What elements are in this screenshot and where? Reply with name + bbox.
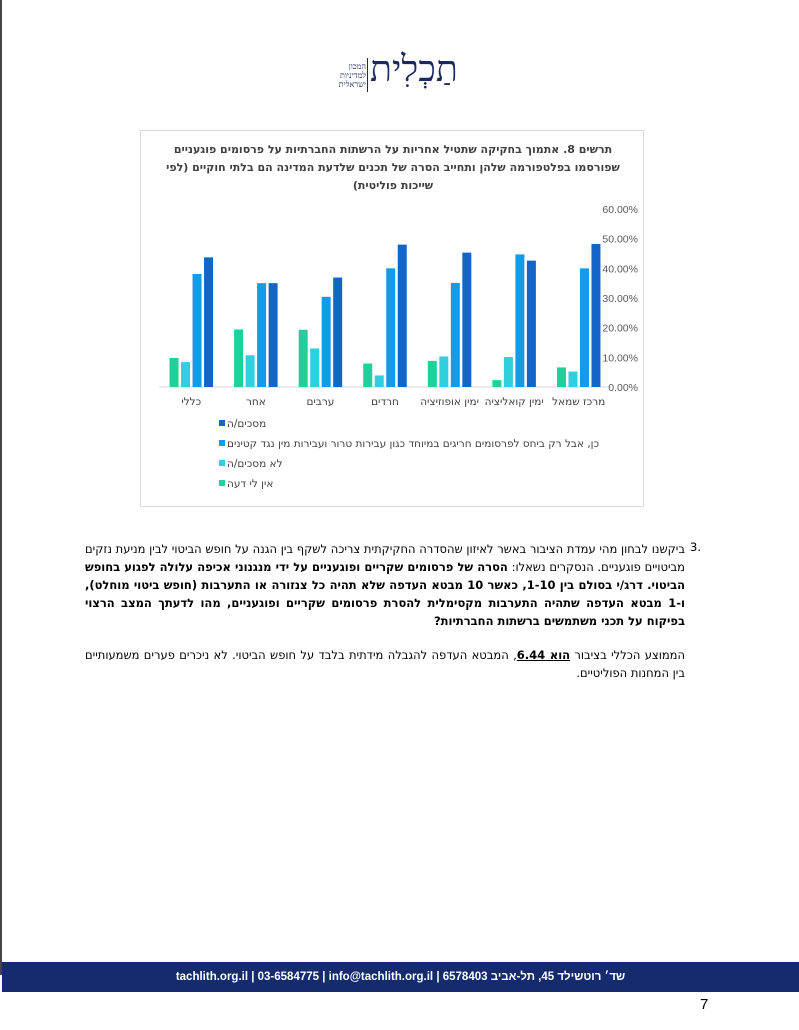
legend-swatch xyxy=(219,440,225,446)
x-tick-label: ימין אופוזיציה xyxy=(420,396,479,408)
page-left-border xyxy=(0,0,2,975)
bar xyxy=(269,283,278,387)
bar xyxy=(398,245,407,387)
y-tick-label: 60.00% xyxy=(602,204,638,216)
x-tick-label: אחר xyxy=(245,396,266,408)
x-tick-label: ימין קואליציה xyxy=(484,396,544,408)
y-tick-label: 20.00% xyxy=(602,322,638,335)
bar xyxy=(591,244,600,387)
legend-label: מסכים/ה xyxy=(227,418,267,430)
chart-container xyxy=(140,130,644,507)
bar xyxy=(451,283,460,387)
legend-label: אין לי דעה xyxy=(227,478,274,490)
paragraph-intro: ביקשנו לבחון מהי עמדת הציבור באשר לאיזון שהסדרה החקיקתית צריכה לשקף בין הגנה על חופש הביטוי לבין מניעת נזקים מביטויים פוגעניים. הנסקרים נשאלו: xyxy=(85,542,685,574)
bar xyxy=(310,348,319,387)
bar xyxy=(515,254,524,387)
logo-divider xyxy=(367,58,368,92)
bar xyxy=(234,329,243,387)
logo-wordmark: תַכְלִית xyxy=(370,49,458,90)
footer-contact: שד׳ רוטשילד 45, תל-אביב 6578403 | tachlith.org.il | 03-6584775 | info@tachlith.org.il xyxy=(175,971,626,983)
x-tick-label: חרדים xyxy=(371,396,399,408)
bar xyxy=(204,257,213,387)
footer-bar xyxy=(2,962,799,992)
survey-question: הסרה של פרסומים שקריים ופוגעניים על ידי מנגנוני אכיפה עלולה לפגוע בחופש הביטוי. דרג/י בסולם בין 1-10, כאשר 10 מבטא העדפה שלא תהיה כל צנזורה או התערבות (חופש ביטוי מוחלט), ו-1 מבטא העדפה שתהיה התערבות מקסימלית להסרת פרסומים שקריים ופוגעניים, מהו לדעתך המצב הרצוי בפיקוח על תכני משתמשים ברשתות החברתיות? xyxy=(85,560,685,628)
list-item-number: 3. xyxy=(690,540,701,554)
x-tick-label: ערבים xyxy=(306,396,335,408)
result-average: הוא 6.44 xyxy=(516,648,571,662)
paragraph-question xyxy=(85,540,685,630)
bar xyxy=(462,253,471,387)
bar-chart xyxy=(141,131,643,506)
logo-subtitle-line: המכון xyxy=(348,62,366,71)
bar xyxy=(439,356,448,387)
legend-swatch xyxy=(219,420,225,426)
logo xyxy=(334,40,474,96)
legend-label: כן, אבל רק ביחס לפרסומים חריגים במיוחד כגון עבירות טרור ועבירות מין נגד קטינים xyxy=(227,438,600,450)
bar xyxy=(428,361,437,387)
logo-subtitle xyxy=(334,62,366,89)
legend-swatch xyxy=(219,460,225,466)
bar xyxy=(527,261,536,387)
logo-subtitle-line: ישראלית xyxy=(338,80,366,89)
bar xyxy=(386,268,395,387)
bar xyxy=(299,330,308,387)
legend-swatch xyxy=(219,480,225,486)
bar xyxy=(504,357,513,387)
bar xyxy=(375,375,384,387)
result-text-end: , המבטא העדפה להגבלה מידתית בלבד על חופש הביטוי. לא ניכרים פערים משמעותיים בין המחנות הפוליטיים. xyxy=(85,648,685,680)
bar xyxy=(322,297,331,387)
legend-label: לא מסכים/ה xyxy=(227,458,283,470)
bar xyxy=(363,364,372,387)
x-tick-label: כללי xyxy=(181,396,202,408)
result-text-start: הממוצע הכללי בציבור xyxy=(570,648,685,662)
x-tick-label: מרכז שמאל xyxy=(552,396,606,408)
chart-title: תרשים 8. אתמוך בחקיקה שתטיל אחריות על הרשתות החברתיות על פרסומים פוגעניים שפורסמו בפלטפורמה שלהן ותחייב הסרה של תכנים שלדעת המדינה הם בלתי חוקיים (לפי שייכות פוליטית) xyxy=(166,143,620,192)
bar xyxy=(557,367,566,387)
bar xyxy=(333,278,342,387)
y-tick-label: 50.00% xyxy=(602,233,638,246)
bar xyxy=(181,362,190,387)
y-tick-label: 30.00% xyxy=(602,293,638,305)
logo-subtitle-line: למדיניות xyxy=(339,71,366,80)
bar xyxy=(193,274,202,387)
bar xyxy=(580,268,589,387)
bar xyxy=(492,380,501,387)
bar xyxy=(568,372,577,387)
bar xyxy=(246,355,255,387)
paragraph-result xyxy=(85,646,685,682)
y-tick-label: 10.00% xyxy=(602,352,638,365)
page-number: 7 xyxy=(700,996,709,1013)
y-tick-label: 40.00% xyxy=(602,263,638,276)
bar xyxy=(170,358,179,387)
bar xyxy=(257,283,266,387)
y-tick-label: 0.00% xyxy=(608,382,638,394)
